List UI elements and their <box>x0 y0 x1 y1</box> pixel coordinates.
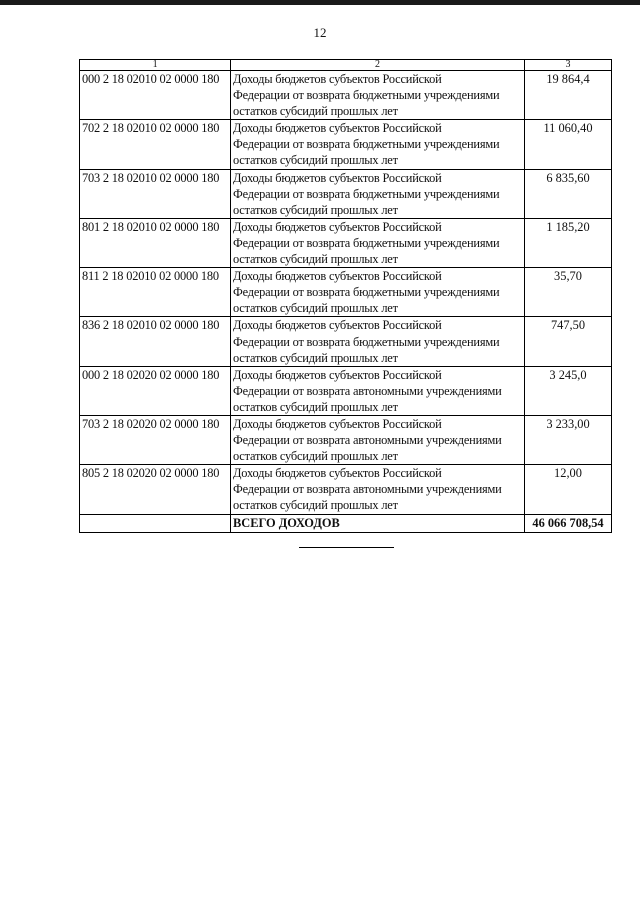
table-row <box>80 268 612 317</box>
table-row <box>80 366 612 415</box>
table-header-row <box>80 60 612 71</box>
description-line: Доходы бюджетов субъектов Российской <box>233 121 442 136</box>
description-line: Доходы бюджетов субъектов Российской <box>233 318 442 333</box>
description-line: Федерации от возврата бюджетными учреждениями <box>233 334 500 349</box>
amount-cell: 11 060,40 <box>525 120 612 169</box>
revenue-description-cell <box>231 218 525 267</box>
description-line: остатков субсидий прошлых лет <box>233 153 398 168</box>
revenue-description-cell <box>231 169 525 218</box>
budget-code-cell: 702 2 18 02010 02 0000 180 <box>80 120 231 169</box>
table-row <box>80 169 612 218</box>
page-number: 12 <box>313 25 327 40</box>
description-line: Доходы бюджетов субъектов Российской <box>233 170 442 185</box>
budget-code-cell: 000 2 18 02010 02 0000 180 <box>80 71 231 120</box>
description-line: Федерации от возврата автономными учреждениями <box>233 482 502 497</box>
budget-code-cell: 000 2 18 02020 02 0000 180 <box>80 366 231 415</box>
total-amount: 46 066 708,54 <box>525 514 612 532</box>
amount-cell: 747,50 <box>525 317 612 366</box>
budget-code-cell: 801 2 18 02010 02 0000 180 <box>80 218 231 267</box>
amount-cell: 19 864,4 <box>525 71 612 120</box>
description-line: остатков субсидий прошлых лет <box>233 449 398 464</box>
revenue-description-cell <box>231 366 525 415</box>
description-line: Доходы бюджетов субъектов Российской <box>233 269 442 284</box>
description-line: Федерации от возврата бюджетными учреждениями <box>233 88 500 103</box>
table-row <box>80 120 612 169</box>
description-line: остатков субсидий прошлых лет <box>233 202 398 217</box>
description-line: остатков субсидий прошлых лет <box>233 252 398 267</box>
description-line: Федерации от возврата бюджетными учреждениями <box>233 186 500 201</box>
description-line: Федерации от возврата бюджетными учреждениями <box>233 235 500 250</box>
column-header-1: 1 <box>80 60 231 71</box>
table-row <box>80 317 612 366</box>
description-line: остатков субсидий прошлых лет <box>233 104 398 119</box>
description-line: остатков субсидий прошлых лет <box>233 350 398 365</box>
column-header-3: 3 <box>525 60 612 71</box>
amount-cell: 1 185,20 <box>525 218 612 267</box>
top-border-rule <box>0 0 640 5</box>
description-line: Доходы бюджетов субъектов Российской <box>233 416 442 431</box>
description-line: Федерации от возврата бюджетными учреждениями <box>233 137 500 152</box>
budget-code-cell: 811 2 18 02010 02 0000 180 <box>80 268 231 317</box>
revenue-table <box>79 59 612 533</box>
budget-code-cell: 703 2 18 02020 02 0000 180 <box>80 415 231 464</box>
budget-code-cell: 805 2 18 02020 02 0000 180 <box>80 465 231 514</box>
description-line: остатков субсидий прошлых лет <box>233 498 398 513</box>
description-line: Доходы бюджетов субъектов Российской <box>233 219 442 234</box>
description-line: остатков субсидий прошлых лет <box>233 399 398 414</box>
total-label: ВСЕГО ДОХОДОВ <box>231 514 525 532</box>
budget-code-cell: 703 2 18 02010 02 0000 180 <box>80 169 231 218</box>
column-header-2: 2 <box>231 60 525 71</box>
revenue-description-cell <box>231 317 525 366</box>
total-row <box>80 514 612 532</box>
amount-cell: 6 835,60 <box>525 169 612 218</box>
amount-cell: 3 245,0 <box>525 366 612 415</box>
description-line: Доходы бюджетов субъектов Российской <box>233 466 442 481</box>
revenue-description-cell <box>231 71 525 120</box>
table-row <box>80 415 612 464</box>
description-line: Федерации от возврата автономными учреждениями <box>233 383 502 398</box>
total-code-cell <box>80 514 231 532</box>
amount-cell: 12,00 <box>525 465 612 514</box>
table-row <box>80 465 612 514</box>
budget-code-cell: 836 2 18 02010 02 0000 180 <box>80 317 231 366</box>
table-row <box>80 218 612 267</box>
description-line: Доходы бюджетов субъектов Российской <box>233 72 442 86</box>
amount-cell: 35,70 <box>525 268 612 317</box>
description-line: Федерации от возврата автономными учреждениями <box>233 433 502 448</box>
description-line: Доходы бюджетов субъектов Российской <box>233 367 442 382</box>
description-line: остатков субсидий прошлых лет <box>233 301 398 316</box>
description-line: Федерации от возврата бюджетными учреждениями <box>233 285 500 300</box>
revenue-description-cell <box>231 120 525 169</box>
revenue-description-cell <box>231 465 525 514</box>
separator-line <box>299 547 394 548</box>
revenue-description-cell <box>231 268 525 317</box>
revenue-description-cell <box>231 415 525 464</box>
amount-cell: 3 233,00 <box>525 415 612 464</box>
table-row <box>80 71 612 120</box>
